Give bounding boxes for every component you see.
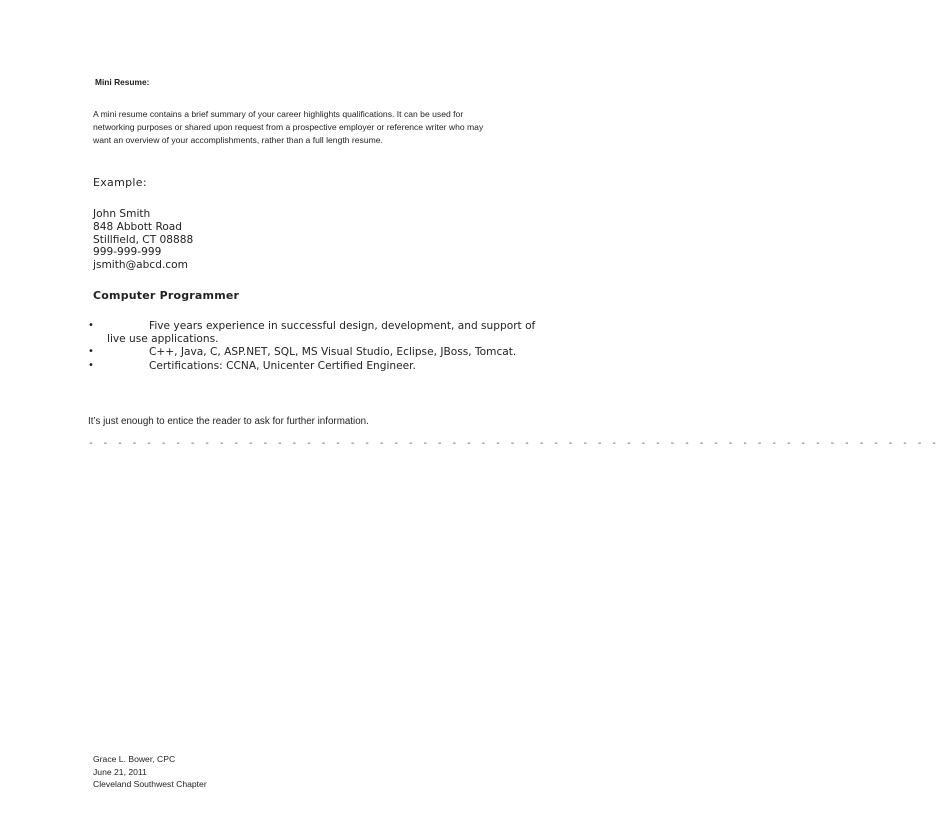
intro-paragraph bbox=[93, 108, 533, 147]
intro-line: A mini resume contains a brief summary of your career highlights qualifications. It can be used for bbox=[93, 109, 464, 119]
intro-line: want an overview of your accomplishments, rather than a full length resume. bbox=[93, 135, 383, 145]
bullet-icon: • bbox=[88, 320, 94, 331]
dashed-divider: - - - - - - - - - - - - - - - - - - - - - - - - - - - - - - - - - - - - - - - - - - - - - - - - - - - - - - - - - - - bbox=[88, 438, 939, 449]
bullet-continuation: live use applications. bbox=[107, 333, 219, 345]
contact-email: jsmith@abcd.com bbox=[93, 259, 188, 272]
footer-date: June 21, 2011 bbox=[93, 766, 147, 777]
contact-block bbox=[93, 208, 193, 272]
contact-city: Stillfield, CT 08888 bbox=[93, 233, 194, 246]
bullet-icon: • bbox=[88, 360, 94, 371]
closing-sentence: It’s just enough to entice the reader to ask for further information. bbox=[88, 416, 369, 427]
bullet-text: C++, Java, C, ASP.NET, SQL, MS Visual Studio, Eclipse, JBoss, Tomcat. bbox=[149, 346, 517, 358]
document-title: Mini Resume: bbox=[95, 77, 150, 87]
footer-signature bbox=[93, 753, 207, 791]
intro-line: networking purposes or shared upon request from a prospective employer or reference writer who may bbox=[93, 122, 484, 132]
example-label: Example: bbox=[93, 176, 147, 189]
contact-street: 848 Abbott Road bbox=[93, 220, 183, 233]
footer-organization: Cleveland Southwest Chapter bbox=[93, 779, 207, 789]
bullet-icon: • bbox=[88, 346, 94, 357]
contact-phone: 999-999-999 bbox=[93, 246, 162, 259]
contact-name: John Smith bbox=[93, 208, 151, 220]
bullet-text: Five years experience in successful design, development, and support of bbox=[149, 320, 536, 332]
job-title: Computer Programmer bbox=[93, 289, 240, 302]
footer-author: Grace L. Bower, CPC bbox=[93, 754, 176, 764]
bullet-text: Certifications: CCNA, Unicenter Certified Engineer. bbox=[149, 360, 416, 372]
